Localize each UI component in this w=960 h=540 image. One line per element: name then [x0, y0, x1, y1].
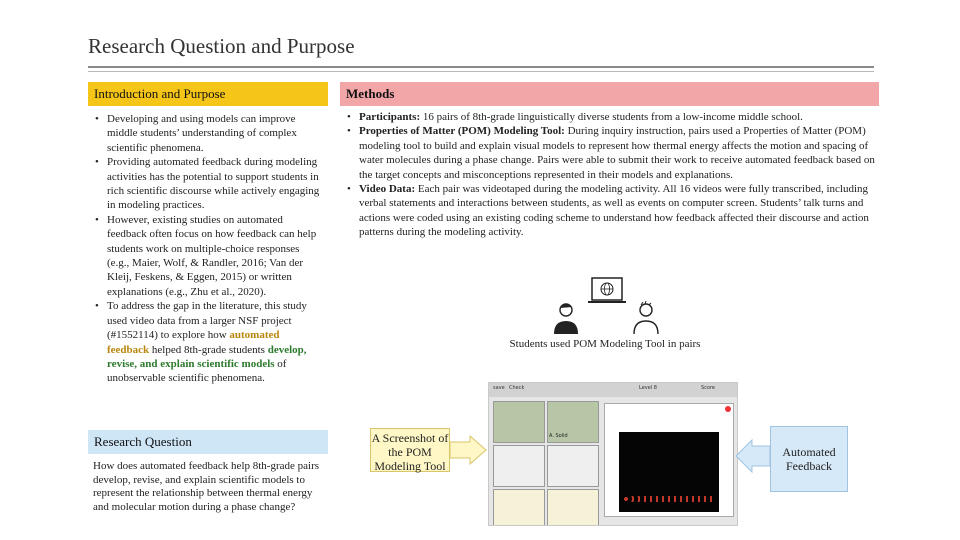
- screenshot-tile: [547, 489, 599, 526]
- callout-automated-feedback: Automated Feedback: [770, 426, 848, 492]
- methods-bullet-label: Properties of Matter (POM) Modeling Tool:: [359, 125, 565, 138]
- methods-bullet-text: During inquiry instruction, pairs used a Properties of Matter (POM) modeling tool to build and explain visual models to represent how thermal energy affects the motion and spacing of water molecules during a phase change. Pairs were able to submit their work to receive automated feedback based on the target concepts and misconceptions represented in their models and explanations.: [359, 125, 875, 181]
- screenshot-tile: [547, 445, 599, 487]
- callout-screenshot: A Screenshot of the POM Modeling Tool: [370, 428, 450, 472]
- screenshot-solid-label: A. Solid: [549, 433, 568, 439]
- title-divider-thin: [88, 71, 874, 72]
- methods-bullet-text: Each pair was videotaped during the modeling activity. All 16 videos were fully transcribed, including verbal statements and interactions between students, as well as events on computer screen. Students’ talk turns and actions were coded using an existing coding scheme to understand how feedback affected their discourse and action patterns during the modeling activity.: [359, 183, 869, 239]
- screenshot-toolbar: [489, 383, 737, 397]
- highlight-automated-feedback: automated feedback: [107, 329, 280, 356]
- pom-tool-screenshot: [488, 382, 738, 526]
- close-icon: [725, 406, 731, 412]
- monitor-icon: [588, 278, 626, 302]
- student-left-icon: [554, 304, 578, 334]
- screenshot-tile: [493, 401, 545, 443]
- methods-bullet-label: Participants:: [359, 111, 421, 123]
- screenshot-score-label: Score: [701, 385, 716, 391]
- methods-bullet: [340, 182, 875, 240]
- students-caption: Students used POM Modeling Tool in pairs: [509, 338, 701, 350]
- intro-text: To address the gap in the literature, this study used video data from a larger NSF project (#1552114) to explore how: [107, 300, 307, 342]
- intro-bullet: • However, existing studies on automated feedback often focus on how feedback can help students work on multiple-choice responses (e.g., Maier, Wolf, & Randler, 2016; Van der Kleij, Feskens, & Eggen, 2015) or written explanations (e.g., Zhu et al., 2020).: [88, 213, 324, 299]
- methods-bullet-text: 16 pairs of 8th-grade linguistically diverse students from a low-income middle school.: [420, 111, 803, 123]
- screenshot-tile: [493, 489, 545, 526]
- intro-bullet-list: [88, 112, 324, 386]
- intro-bullet: • Providing automated feedback during modeling activities has the potential to support students in rich scientific discourse while actively engaging in modeling practices.: [88, 155, 324, 213]
- arrow-left-icon: [736, 440, 770, 472]
- highlight-develop-revise-explain: develop, revise, and explain scientific models: [107, 343, 307, 370]
- screenshot-level-label: Level 8: [639, 385, 657, 391]
- screenshot-check-label: Check: [509, 385, 525, 391]
- methods-bullet: [340, 110, 875, 124]
- intro-text: of unobservable scientific phenomena.: [107, 357, 287, 385]
- student-right-icon: [634, 301, 658, 334]
- screenshot-save-label: save: [493, 385, 505, 391]
- page-title: Research Question and Purpose: [88, 34, 355, 58]
- students-computer-illustration: [552, 276, 662, 338]
- intro-bullet: • Developing and using models can improve middle students’ understanding of complex scientific phenomena.: [88, 112, 324, 155]
- methods-bullet: [340, 124, 875, 182]
- feedback-popup: [604, 403, 734, 517]
- research-question-header: Research Question: [88, 430, 328, 454]
- methods-header: Methods: [340, 82, 879, 106]
- arrow-right-icon: [450, 436, 486, 464]
- methods-bullet-label: Video Data:: [359, 183, 416, 196]
- intro-header: Introduction and Purpose: [88, 82, 328, 106]
- research-question-text: How does automated feedback help 8th-grade pairs develop, revise, and explain scientific models to represent the relationship between thermal energy and molecular motion during a phase change?: [93, 460, 320, 513]
- methods-bullet-list: [340, 110, 875, 240]
- title-divider: [88, 66, 874, 68]
- molecule-row: [623, 496, 715, 502]
- intro-bullet-last: [88, 299, 324, 385]
- screenshot-tile: [493, 445, 545, 487]
- intro-text: helped 8th-grade students: [149, 343, 268, 356]
